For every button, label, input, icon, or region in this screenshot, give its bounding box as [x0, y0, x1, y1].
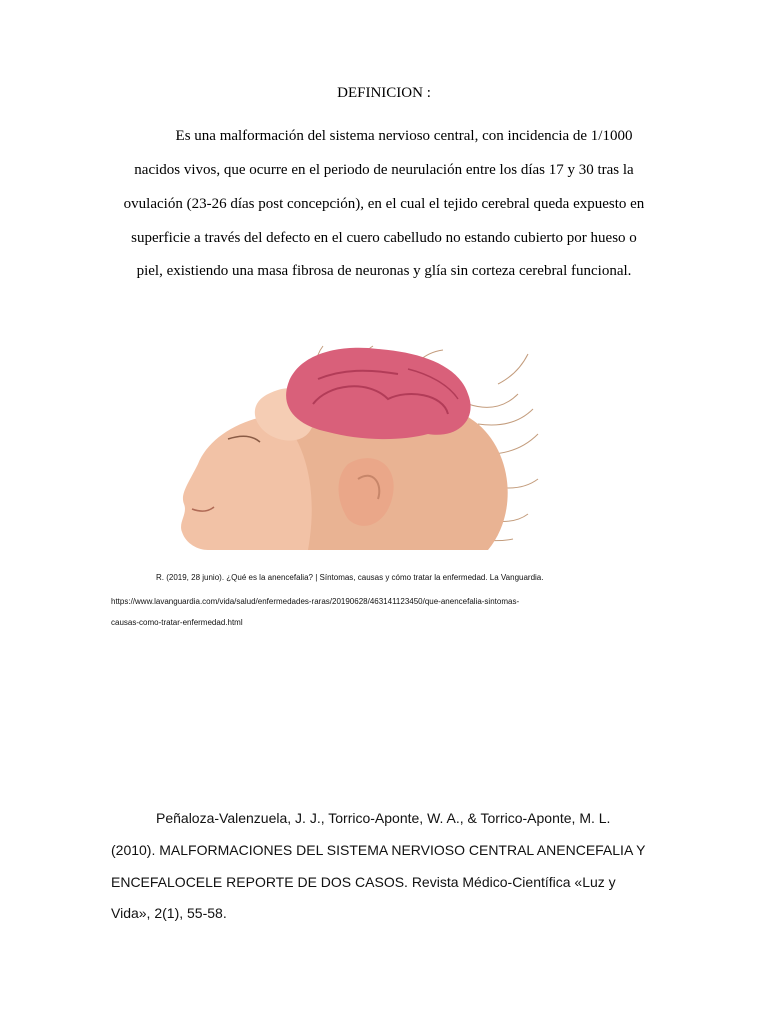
definition-line: Es una malformación del sistema nervioso central, con incidencia de 1/1000 — [175, 128, 633, 144]
definition-line: ovulación (23-26 días post concepción), en el cual el tejido cerebral queda expuesto en — [123, 196, 645, 212]
reference-line: (2010). MALFORMACIONES DEL SISTEMA NERVIOSO CENTRAL ANENCEFALIA Y — [111, 842, 646, 858]
reference-line: Vida», 2(1), 55-58. — [111, 905, 227, 921]
caption-url: causas-como-tratar-enfermedad.html — [111, 618, 243, 627]
anencephaly-illustration — [168, 344, 550, 550]
definition-line: piel, existiendo una masa fibrosa de neuronas y glía sin corteza cerebral funcional. — [136, 263, 632, 279]
page-title: DEFINICION : — [337, 85, 431, 101]
definition-line: superficie a través del defecto en el cuero cabelludo no estando cubierto por hueso o — [131, 230, 637, 246]
definition-line: nacidos vivos, que ocurre en el periodo de neurulación entre los días 17 y 30 tras la — [134, 162, 634, 178]
caption-line: R. (2019, 28 junio). ¿Qué es la anencefalia? | Síntomas, causas y cómo tratar la enfermedad. La Vanguardia. — [156, 573, 544, 582]
caption-url: https://www.lavanguardia.com/vida/salud/enfermedades-raras/20190628/463141123450/que-anencefalia-sintomas- — [111, 597, 520, 606]
reference-line: ENCEFALOCELE REPORTE DE DOS CASOS. Revista Médico-Científica «Luz y — [111, 874, 616, 890]
reference-line: Peñaloza-Valenzuela, J. J., Torrico-Aponte, W. A., & Torrico-Aponte, M. L. — [156, 810, 611, 826]
